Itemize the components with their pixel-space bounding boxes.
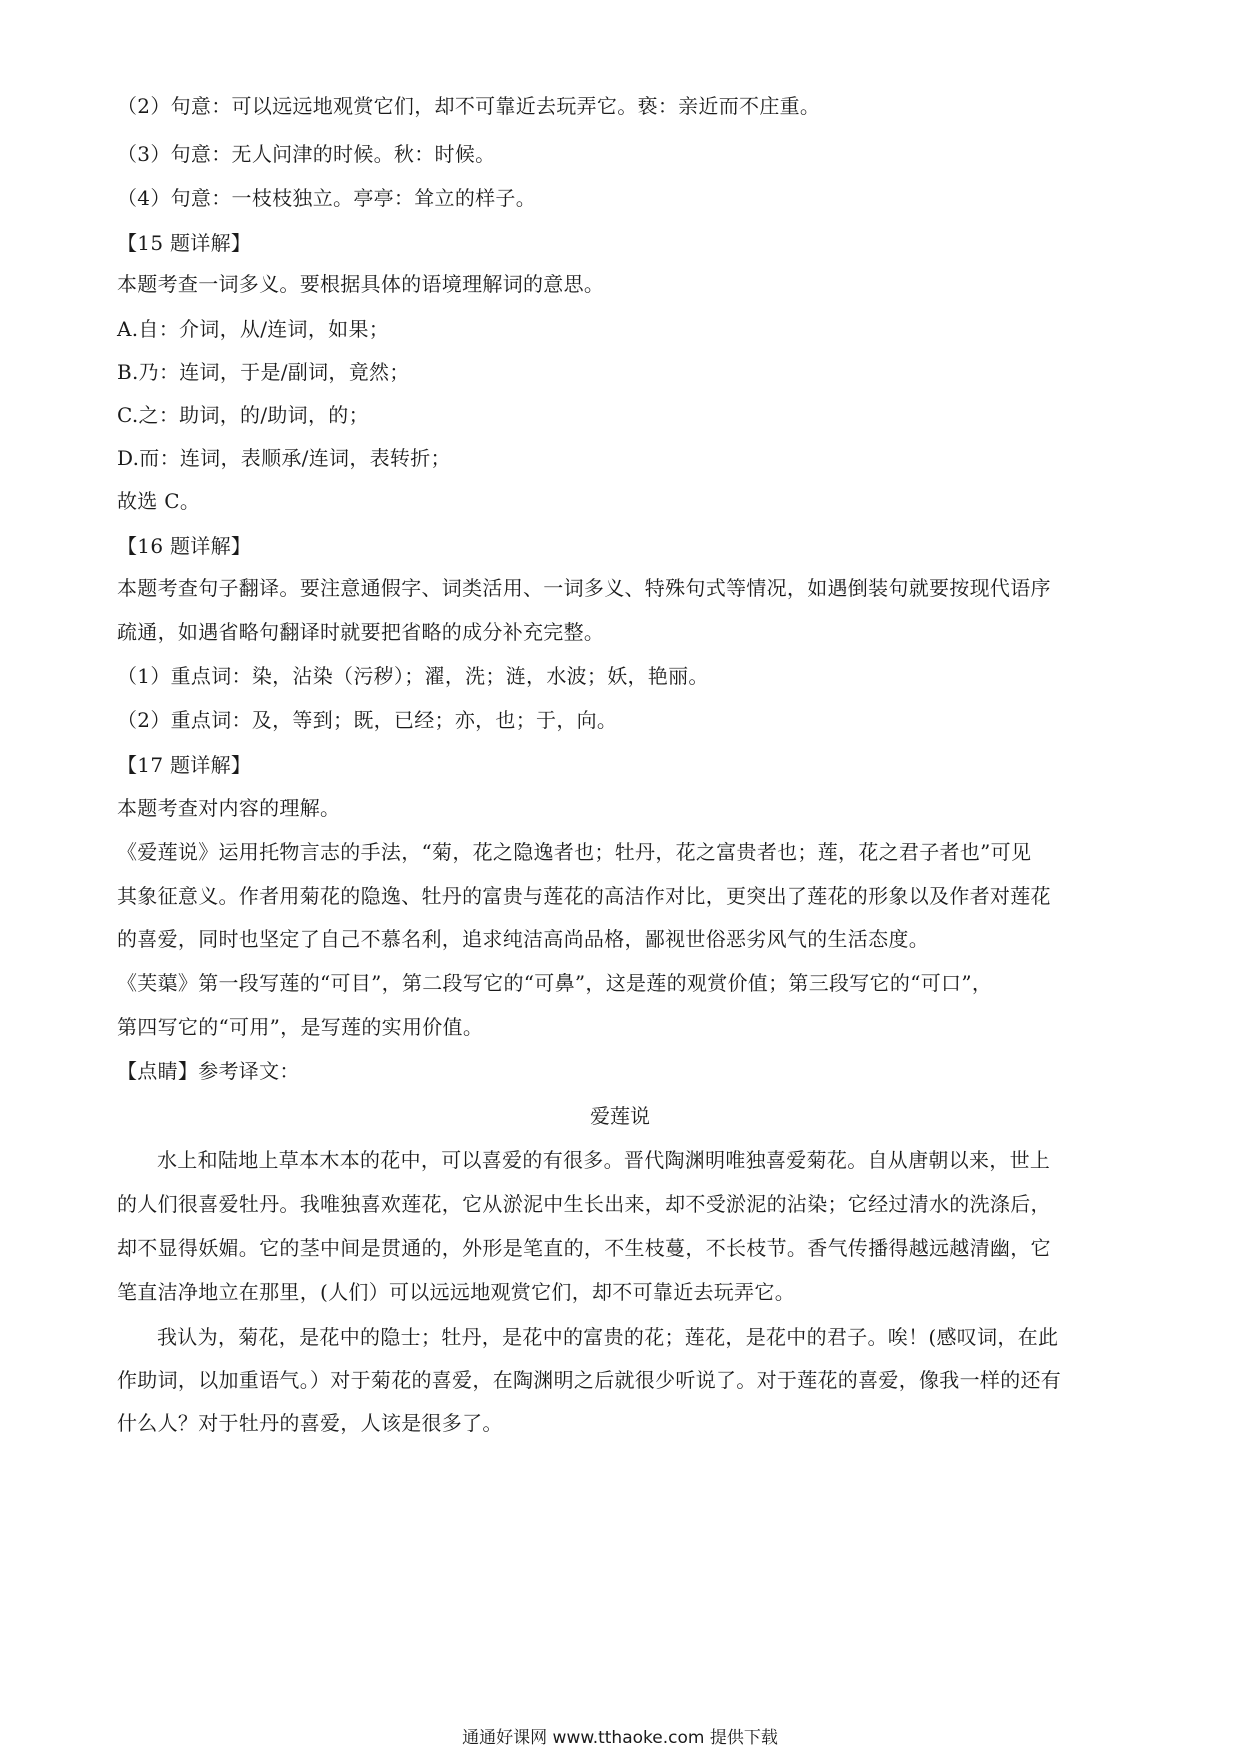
q15-option-a: A.自：介词，从/连词，如果； [117, 317, 390, 341]
translation-p1-line-1: 水上和陆地上草本木本的花中，可以喜爱的有很多。晋代陶渊明唯独喜爱菊花。自从唐朝以来，世上 [157, 1148, 1051, 1172]
translation-title: 爱莲说 [590, 1104, 650, 1128]
q16-intro-line-2: 疏通，如遇省略句翻译时就要把省略的成分补充完整。 [117, 620, 605, 644]
q16-point-1: （1）重点词：染，沾染（污秽）；濯，洗；涟，水波；妖，艳丽。 [117, 664, 709, 688]
q17-para1-line-1: 《爱莲说》运用托物言志的手法，“菊，花之隐逸者也；牡丹，花之富贵者也；莲，花之君子者也”可见 [117, 840, 1032, 864]
translation-p2-line-2: 作助词，以加重语气。）对于菊花的喜爱，在陶渊明之后就很少听说了。对于莲花的喜爱，像我一样的还有 [117, 1368, 1062, 1392]
translation-p2-line-1: 我认为，菊花，是花中的隐士；牡丹，是花中的富贵的花；莲花，是花中的君子。唉！(感叹词，在此 [157, 1325, 1059, 1349]
translation-p1-line-3: 却不显得妖媚。它的茎中间是贯通的，外形是笔直的，不生枝蔓，不长枝节。香气传播得越远越清幽，它 [117, 1236, 1051, 1260]
q17-para2-line-2: 第四写它的“可用”，是写莲的实用价值。 [117, 1015, 484, 1039]
answer-line-4: （4）句意：一枝枝独立。亭亭：耸立的样子。 [117, 186, 537, 210]
q16-intro-line-1: 本题考查句子翻译。要注意通假字、词类活用、一词多义、特殊句式等情况，如遇倒装句就要按现代语序 [117, 576, 1051, 600]
q16-point-2: （2）重点词：及，等到；既，已经；亦，也；于，向。 [117, 708, 618, 732]
q15-option-c: C.之：助词，的/助词，的； [117, 403, 369, 427]
q17-intro: 本题考查对内容的理解。 [117, 796, 341, 820]
q17-para1-line-3: 的喜爱，同时也坚定了自己不慕名利，追求纯洁高尚品格，鄙视世俗恶劣风气的生活态度。 [117, 927, 929, 951]
section-heading-16: 【16 题详解】 [117, 534, 252, 558]
answer-line-3: （3）句意：无人问津的时候。秋：时候。 [117, 142, 496, 166]
page-footer: 通通好课网 www.tthaoke.com 提供下载 [462, 1728, 778, 1748]
answer-line-2: （2）句意：可以远远地观赏它们，却不可靠近去玩弄它。亵：亲近而不庄重。 [117, 94, 821, 118]
translation-p1-line-4: 笔直洁净地立在那里，(人们）可以远远地观赏它们，却不可靠近去玩弄它。 [117, 1280, 796, 1304]
q15-intro: 本题考查一词多义。要根据具体的语境理解词的意思。 [117, 272, 605, 296]
translation-p2-line-3: 什么人？对于牡丹的喜爱，人该是很多了。 [117, 1411, 503, 1435]
section-heading-17: 【17 题详解】 [117, 753, 252, 777]
q15-answer: 故选 C。 [117, 489, 201, 513]
q17-para1-line-2: 其象征意义。作者用菊花的隐逸、牡丹的富贵与莲花的高洁作对比，更突出了莲花的形象以及作者对莲花 [117, 884, 1051, 908]
section-heading-dianjing: 【点睛】参考译文： [117, 1059, 300, 1083]
section-heading-15: 【15 题详解】 [117, 231, 252, 255]
q15-option-b: B.乃：连词，于是/副词，竟然； [117, 360, 410, 384]
q15-option-d: D.而：连词，表顺承/连词，表转折； [117, 446, 451, 470]
translation-p1-line-2: 的人们很喜爱牡丹。我唯独喜欢莲花，它从淤泥中生长出来，却不受淤泥的沾染；它经过清水的洗涤后， [117, 1192, 1051, 1216]
q17-para2-line-1: 《芙蕖》第一段写莲的“可目”，第二段写它的“可鼻”，这是莲的观赏价值；第三段写它的“可口”， [117, 971, 993, 995]
